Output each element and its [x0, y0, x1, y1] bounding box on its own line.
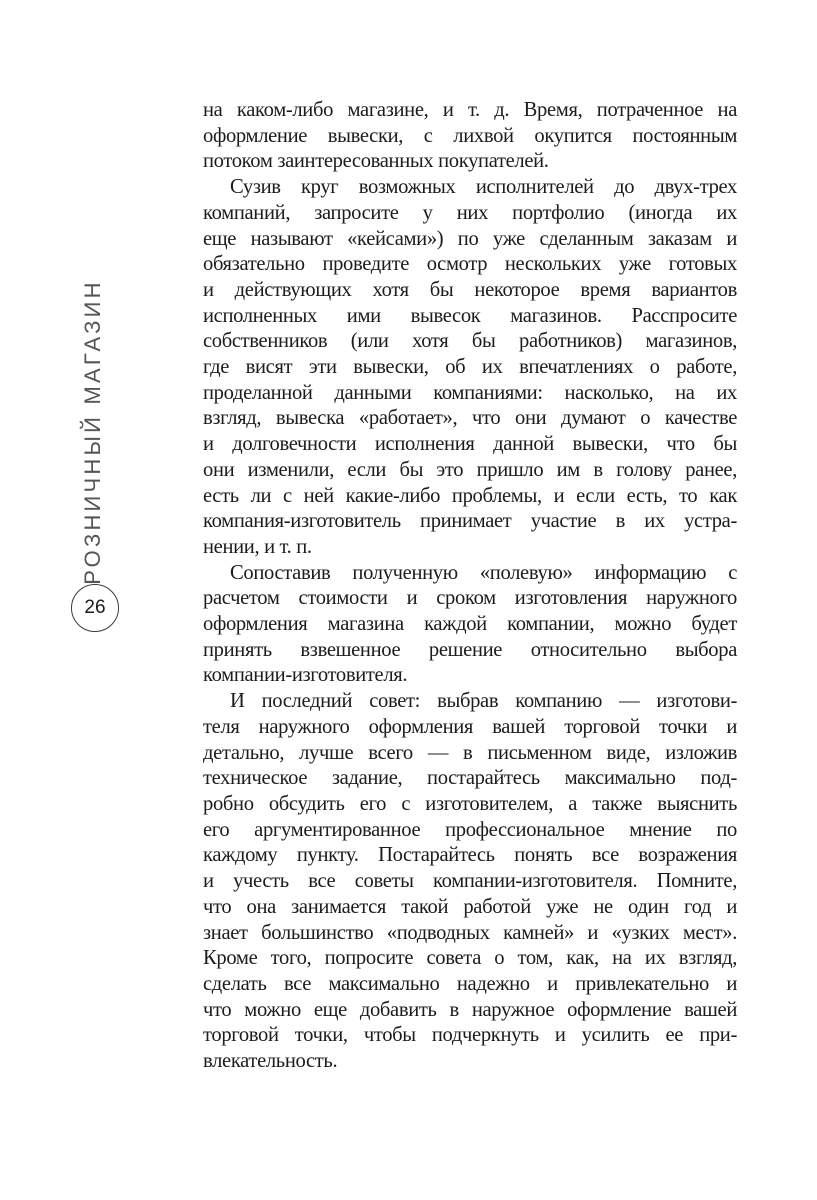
text-line: оформления магазина каждой компании, можно будет	[203, 613, 737, 636]
text-line: Сопоставив полученную «полевую» информацию с	[230, 561, 737, 584]
text-line: исполненных ими вывесок магазинов. Расспросите	[203, 304, 737, 327]
text-line: на каком-либо магазине, и т. д. Время, потраченное на	[203, 99, 737, 121]
text-line: расчетом стоимости и сроком изготовления наружного	[203, 587, 737, 610]
text-line: Кроме того, попросите совета о том, как, на их взгляд,	[203, 947, 737, 970]
text-line: влекательность.	[203, 1050, 338, 1073]
text-line: обязательно проведите осмотр нескольких уже готовых	[203, 253, 737, 276]
text-line: еще называют «кейсами») по уже сделанным заказам и	[203, 227, 737, 250]
text-line: робно обсудить его с изготовителем, а также выяснить	[203, 792, 737, 815]
text-line: собственников (или хотя бы работников) магазинов,	[203, 330, 737, 353]
text-line: и долговечности исполнения данной вывески, что бы	[203, 433, 737, 456]
text-line: и действующих хотя бы некоторое время вариантов	[203, 278, 737, 301]
text-line: детально, лучше всего — в письменном виде, изложив	[203, 741, 737, 764]
text-line: техническое задание, постарайтесь максимально под-	[203, 767, 737, 790]
text-line: что она занимается такой работой уже не один год и	[203, 895, 737, 918]
text-line: компания-изготовитель принимает участие в их устра-	[203, 510, 737, 533]
text-line: принять взвешенное решение относительно выбора	[203, 638, 737, 661]
text-line: нении, и т. п.	[203, 535, 312, 558]
text-line: сделать все максимально надежно и привлекательно и	[203, 972, 737, 995]
text-line: Сузив круг возможных исполнителей до двух-трех	[230, 176, 737, 199]
text-line: торговой точки, чтобы подчеркнуть и усилить ее при-	[203, 1024, 737, 1047]
text-line: они изменили, если бы это пришло им в голову ранее,	[203, 458, 737, 481]
text-line: компаний, запросите у них портфолио (иногда их	[203, 201, 737, 224]
text-line: компании-изготовителя.	[203, 664, 408, 687]
text-line: оформление вывески, с лихвой окупится постоянным	[203, 124, 737, 147]
text-line: есть ли с ней какие-либо проблемы, и если есть, то как	[203, 484, 737, 507]
text-line: и учесть все советы компании-изготовителя. Помните,	[203, 870, 737, 893]
text-line: каждому пункту. Постарайтесь понять все возражения	[203, 844, 737, 867]
text-line: его аргументированное профессиональное мнение по	[203, 818, 737, 841]
text-line: взгляд, вывеска «работает», что они думают о качестве	[203, 407, 737, 430]
text-line: проделанной данными компаниями: насколько, на их	[203, 381, 737, 404]
text-line: что можно еще добавить в наружное оформление вашей	[203, 998, 737, 1021]
text-line: знает большинство «подводных камней» и «узких мест».	[203, 921, 737, 944]
page-number: 26	[71, 584, 119, 632]
body-text	[203, 98, 737, 1075]
text-line: теля наружного оформления вашей торговой точки и	[203, 715, 737, 738]
text-line: И последний совет: выбрав компанию — изготови-	[230, 690, 737, 713]
text-line: где висят эти вывески, об их впечатлениях о работе,	[203, 356, 737, 379]
text-line: потоком заинтересованных покупателей.	[203, 150, 549, 173]
running-head-text: РОЗНИЧНЫЙ МАГАЗИН	[80, 279, 105, 585]
